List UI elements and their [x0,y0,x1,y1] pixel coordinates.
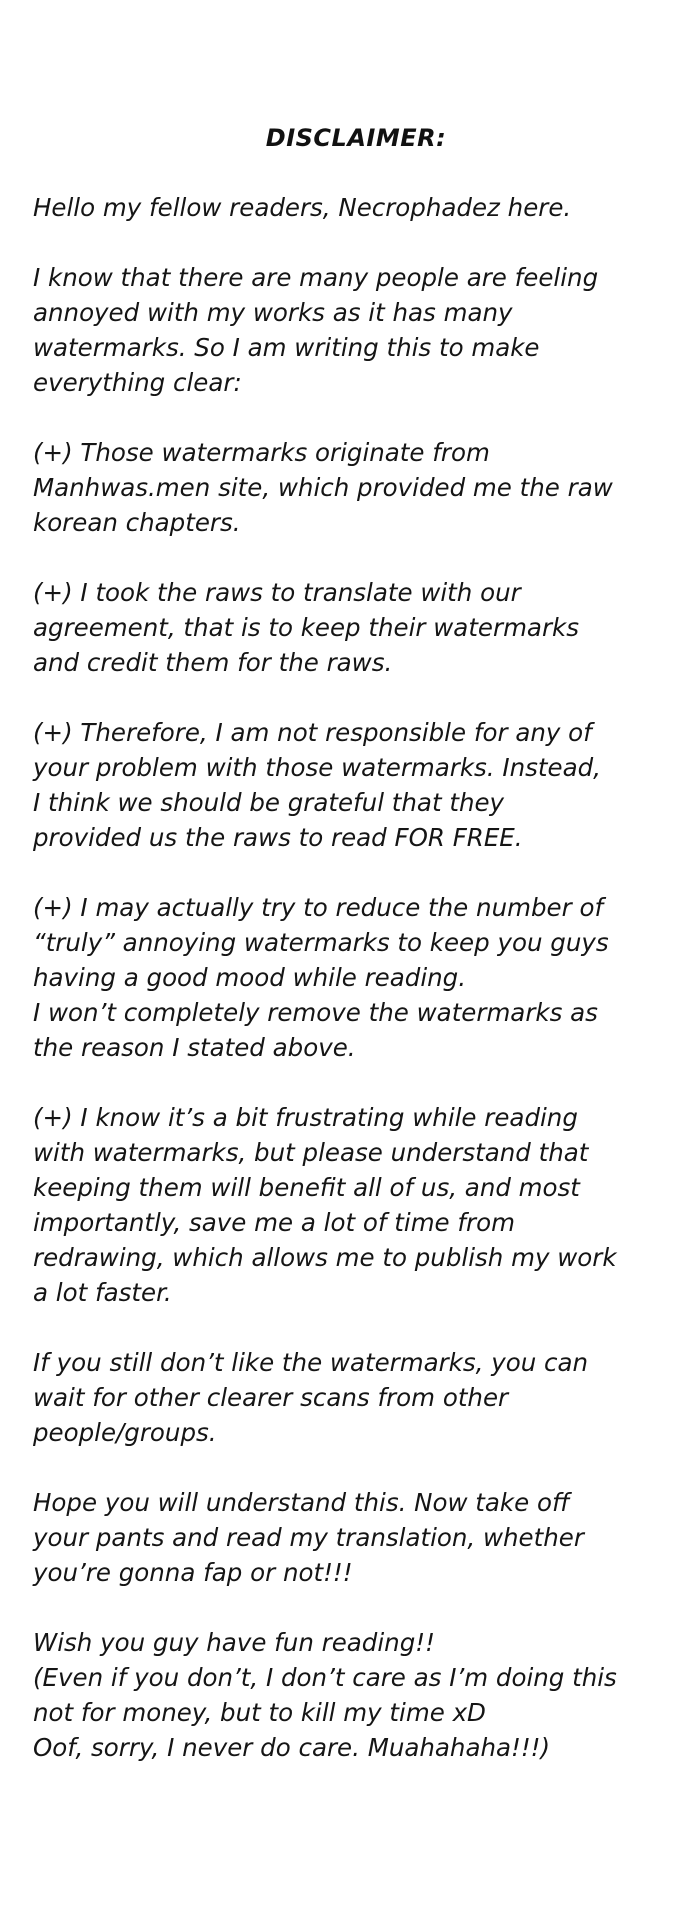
paragraph-line: Oof, sorry, I never do care. Muahahaha!!!) [33,1733,551,1762]
paragraph-line: (+) Those watermarks originate from [33,438,490,467]
paragraph-line: provided us the raws to read FOR FREE. [33,823,523,852]
paragraph-line: (+) Therefore, I am not responsible for any of [33,718,592,747]
paragraph-line: a lot faster. [33,1278,172,1307]
paragraph-line: everything clear: [33,368,242,397]
paragraph-line: “truly” annoying watermarks to keep you guys [33,928,609,957]
paragraph [33,1345,688,1450]
paragraph-line: I think we should be grateful that they [33,788,505,817]
paragraph-line: I know that there are many people are feeling [33,263,599,292]
paragraph-line: (+) I may actually try to reduce the number of [33,893,604,922]
paragraph [33,890,688,1065]
paragraph-line: (+) I took the raws to translate with our [33,578,521,607]
paragraph-line: your pants and read my translation, whether [33,1523,584,1552]
paragraph-line: wait for other clearer scans from other [33,1383,509,1412]
paragraph [33,435,688,540]
paragraph [33,575,688,680]
paragraph-line: not for money, but to kill my time xD [33,1698,486,1727]
paragraph-line: Manhwas.men site, which provided me the raw [33,473,613,502]
paragraph-line: Hello my fellow readers, Necrophadez here. [33,193,572,222]
paragraph-line: korean chapters. [33,508,241,537]
paragraph-line: Hope you will understand this. Now take off [33,1488,570,1517]
paragraph-line: you’re gonna fap or not!!! [33,1558,353,1587]
paragraph [33,260,688,400]
paragraph-line: annoyed with my works as it has many [33,298,513,327]
paragraph [33,1100,688,1310]
paragraph-line: keeping them will benefit all of us, and most [33,1173,580,1202]
paragraph [33,1625,688,1765]
paragraph-line: agreement, that is to keep their watermarks [33,613,579,642]
paragraph-line: people/groups. [33,1418,217,1447]
paragraph-line: the reason I stated above. [33,1033,356,1062]
paragraph-line: and credit them for the raws. [33,648,393,677]
paragraph [33,190,688,225]
paragraph-line: (Even if you don’t, I don’t care as I’m doing this [33,1663,617,1692]
paragraph-line: (+) I know it’s a bit frustrating while reading [33,1103,578,1132]
paragraph-line: with watermarks, but please understand that [33,1138,589,1167]
paragraph-line: If you still don’t like the watermarks, you can [33,1348,589,1377]
paragraph-line: I won’t completely remove the watermarks as [33,998,598,1027]
paragraph-line: Wish you guy have fun reading!! [33,1628,435,1657]
paragraph [33,1485,688,1590]
paragraph-line: having a good mood while reading. [33,963,466,992]
paragraph-line: redrawing, which allows me to publish my work [33,1243,617,1272]
disclaimer-body [33,190,688,1800]
paragraph-line: your problem with those watermarks. Instead, [33,753,601,782]
page-title: DISCLAIMER: [265,124,447,152]
paragraph-line: importantly, save me a lot of time from [33,1208,515,1237]
paragraph [33,715,688,855]
paragraph-line: watermarks. So I am writing this to make [33,333,540,362]
